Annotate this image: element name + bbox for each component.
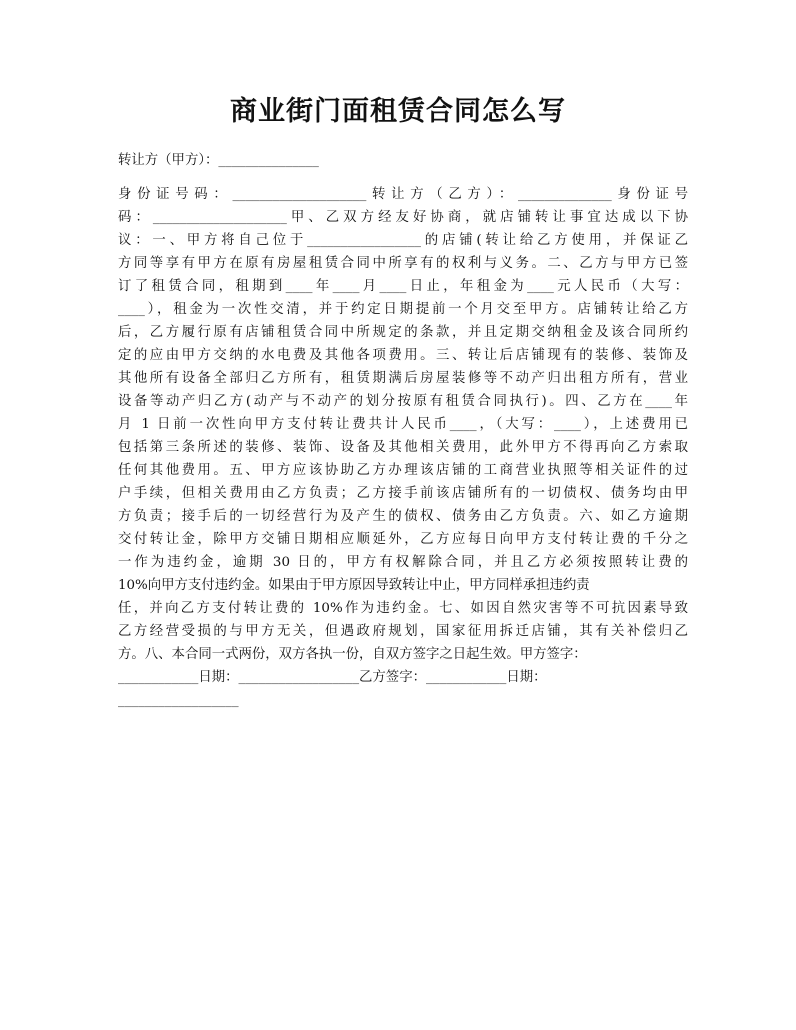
body-line: 后，乙方履行原有店铺租赁合同中所规定的条款，并且定期交纳租金及该合同所约 [118, 325, 688, 340]
body-line: 方负责；接手后的一切经营行为及产生的债权、债务由乙方负责。六、如乙方逾期 [118, 509, 688, 524]
body-line: 方同等享有甲方在原有房屋租赁合同中所享有的权利与义务。二、乙方与甲方已签 [118, 256, 688, 271]
signature-line: ____________日期：__________________乙方签字：____________日期： [118, 670, 547, 685]
body-line: 订了租赁合同，租期到____年____月____日止，年租金为____元人民币（大写： [118, 279, 688, 294]
body-line: 定的应由甲方交纳的水电费及其他各项费用。三、转让后店铺现有的装修、装饰及 [118, 348, 688, 363]
body-line: 任，并向乙方支付转让费的 10%作为违约金。七、如因自然灾害等不可抗因素导致 [118, 601, 688, 616]
body-line: 任何其他费用。五、甲方应该协助乙方办理该店铺的工商营业执照等相关证件的过 [118, 463, 688, 478]
body-line: 其他所有设备全部归乙方所有，租赁期满后房屋装修等不动产归出租方所有，营业 [118, 371, 688, 386]
body-line: 码：____________________甲、乙双方经友好协商，就店铺转让事宜达成以下协 [118, 210, 688, 225]
body-line: 交付转让金，除甲方交铺日期相应顺延外，乙方应每日向甲方支付转让费的千分之 [118, 532, 688, 547]
transferor-line: 转让方（甲方）：_______________ [118, 153, 319, 168]
body-line: 包括第三条所述的装修、装饰、设备及其他相关费用，此外甲方不得再向乙方索取 [118, 440, 688, 455]
body-line: 月 1 日前一次性向甲方支付转让费共计人民币____，（大写：____），上述费用已 [118, 417, 688, 432]
body-line: ____），租金为一次性交清，并于约定日期提前一个月交至甲方。店铺转让给乙方 [118, 302, 688, 317]
body-line: 乙方经营受损的与甲方无关，但遇政府规划，国家征用拆迁店铺，其有关补偿归乙 [118, 624, 688, 639]
body-line: 户手续，但相关费用由乙方负责；乙方接手前该店铺所有的一切债权、债务均由甲 [118, 486, 688, 501]
body-line: 身份证号码：____________________转让方（乙方）：______________身份证号 [118, 187, 688, 202]
body-line: 议：一、甲方将自己位于_________________的店铺(转让给乙方使用，并保证乙 [118, 233, 688, 248]
page-title: 商业街门面租赁合同怎么写 [230, 96, 566, 127]
body-line: 设备等动产归乙方(动产与不动产的划分按原有租赁合同执行)。四、乙方在____年 [118, 394, 688, 409]
body-line: 10%向甲方支付违约金。如果由于甲方原因导致转让中止，甲方同样承担违约责 [118, 578, 590, 593]
body-line: 方。八、本合同一式两份，双方各执一份，自双方签字之日起生效。甲方签字： [118, 647, 587, 662]
body-line: 一作为违约金，逾期 30 日的，甲方有权解除合同，并且乙方必须按照转让费的 [118, 555, 688, 570]
signature-line: __________________ [118, 693, 239, 708]
